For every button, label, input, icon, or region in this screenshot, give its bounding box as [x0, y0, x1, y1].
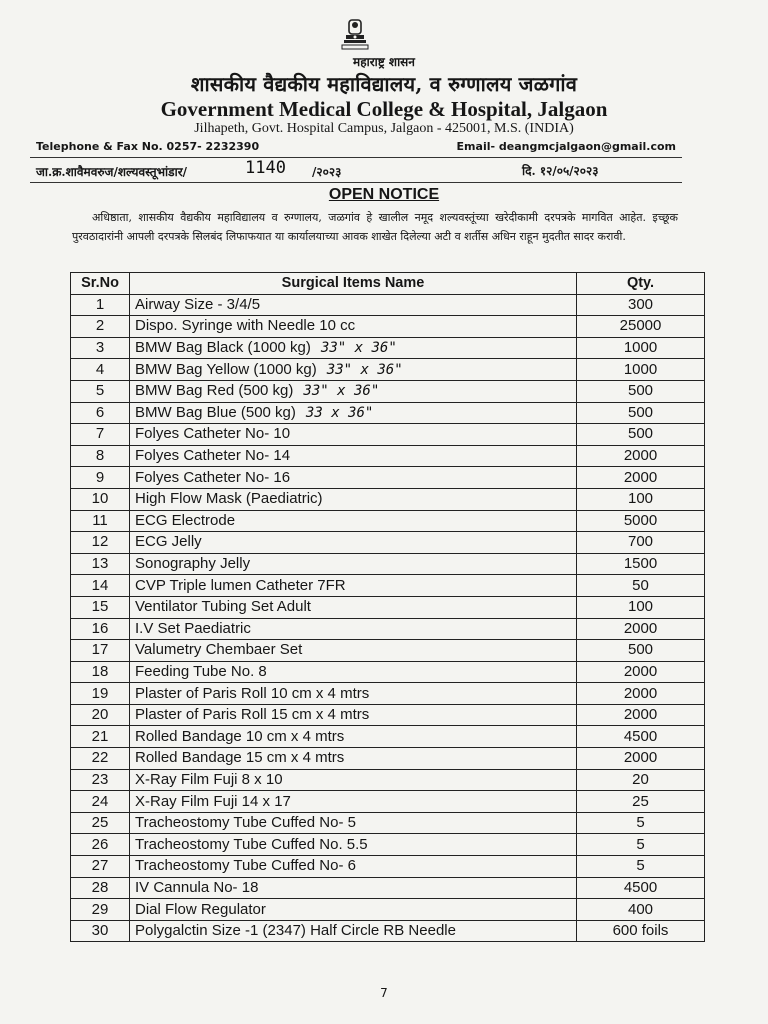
qty-cell: 500 [577, 424, 705, 446]
item-name-cell [130, 294, 577, 316]
item-name: Rolled Bandage 10 cm x 4 mtrs [135, 727, 345, 745]
item-name-cell [130, 553, 577, 575]
item-name: Valumetry Chembaer Set [135, 641, 303, 659]
handwritten-size-note: 33" x 36" [303, 383, 380, 400]
item-name-cell [130, 467, 577, 489]
table-row [71, 532, 705, 554]
page-number: 7 [380, 986, 388, 1000]
sr-no-cell: 14 [71, 575, 130, 597]
sr-no-cell: 2 [71, 316, 130, 338]
handwritten-size-note: 33" x 36" [326, 361, 403, 378]
sr-no-cell: 29 [71, 899, 130, 921]
table-row [71, 834, 705, 856]
item-name-cell [130, 834, 577, 856]
sr-no-cell: 24 [71, 791, 130, 813]
item-name-cell [130, 445, 577, 467]
item-name: BMW Bag Yellow (1000 kg) [135, 360, 317, 378]
surgical-items-table [70, 272, 705, 942]
college-name-english: Government Medical College & Hospital, Jalgaon [160, 97, 608, 121]
table-row [71, 661, 705, 683]
qty-cell: 4500 [577, 877, 705, 899]
table-row [71, 791, 705, 813]
table-row [71, 359, 705, 381]
item-name: Folyes Catheter No- 14 [135, 447, 291, 465]
item-name: Tracheostomy Tube Cuffed No- 5 [135, 814, 356, 832]
item-name-cell [130, 402, 577, 424]
qty-cell: 400 [577, 899, 705, 921]
qty-cell: 1000 [577, 337, 705, 359]
item-name-cell [130, 596, 577, 618]
reference-prefix: जा.क्र.शावैमवरुज/शल्यवस्तूभांडार/ [36, 165, 187, 179]
item-name: Dial Flow Regulator [135, 900, 266, 918]
item-name-cell [130, 618, 577, 640]
header-item-name: Surgical Items Name [130, 273, 577, 295]
sr-no-cell: 17 [71, 640, 130, 662]
item-name-cell [130, 380, 577, 402]
qty-cell: 5 [577, 856, 705, 878]
item-name: ECG Electrode [135, 511, 236, 529]
table-row [71, 748, 705, 770]
qty-cell: 25 [577, 791, 705, 813]
sr-no-cell: 6 [71, 402, 130, 424]
reference-year: /२०२३ [312, 165, 342, 179]
table-row [71, 337, 705, 359]
item-name-cell [130, 920, 577, 942]
notice-date: दि. १२/०५/२०२३ [522, 164, 599, 178]
item-name: Feeding Tube No. 8 [135, 662, 267, 680]
header-rule-bottom [30, 182, 682, 183]
qty-cell: 2000 [577, 748, 705, 770]
item-name-cell [130, 575, 577, 597]
notice-intro: अधिष्ठाता, शासकीय वैद्यकीय महाविद्यालय व रुग्णालय, जळगांव हे खालील नमूद शल्यवस्तूंच्या खरेदीकामी दरपत्रके मागवित आहेत. इच्छूक पुरवठादारांनी आपली दरपत्रके सिलबंद लिफाफयात या कार्यालयाच्या आवक शाखेत दिलेल्या अटी व शर्तीस अधिन राहून मुदतीत सादर करावी. [72, 211, 678, 243]
item-name: Folyes Catheter No- 16 [135, 468, 291, 486]
item-name-cell [130, 510, 577, 532]
sr-no-cell: 27 [71, 856, 130, 878]
sr-no-cell: 21 [71, 726, 130, 748]
item-name: I.V Set Paediatric [135, 619, 251, 637]
qty-cell: 100 [577, 596, 705, 618]
table-row [71, 920, 705, 942]
college-address: Jilhapeth, Govt. Hospital Campus, Jalgaon - 425001, M.S. (INDIA) [194, 121, 574, 136]
item-name-cell [130, 532, 577, 554]
sr-no-cell: 11 [71, 510, 130, 532]
table-row [71, 445, 705, 467]
table-row [71, 424, 705, 446]
qty-cell: 2000 [577, 704, 705, 726]
table-row [71, 640, 705, 662]
item-name: BMW Bag Red (500 kg) [135, 382, 294, 400]
table-row [71, 575, 705, 597]
qty-cell: 2000 [577, 661, 705, 683]
item-name-cell [130, 856, 577, 878]
sr-no-cell: 30 [71, 920, 130, 942]
qty-cell: 100 [577, 488, 705, 510]
qty-cell: 2000 [577, 618, 705, 640]
qty-cell: 600 foils [577, 920, 705, 942]
sr-no-cell: 15 [71, 596, 130, 618]
qty-cell: 20 [577, 769, 705, 791]
table-row [71, 488, 705, 510]
qty-cell: 500 [577, 402, 705, 424]
table-row [71, 899, 705, 921]
item-name: Folyes Catheter No- 10 [135, 425, 291, 443]
sr-no-cell: 7 [71, 424, 130, 446]
item-name-cell [130, 316, 577, 338]
item-name-cell [130, 640, 577, 662]
state-emblem-icon [340, 16, 370, 52]
item-name: Polygalctin Size -1 (2347) Half Circle RB Needle [135, 922, 456, 940]
qty-cell: 500 [577, 640, 705, 662]
sr-no-cell: 12 [71, 532, 130, 554]
table-row [71, 704, 705, 726]
handwritten-size-note: 33" x 36" [320, 340, 397, 357]
item-name: High Flow Mask (Paediatric) [135, 490, 323, 508]
sr-no-cell: 5 [71, 380, 130, 402]
sr-no-cell: 13 [71, 553, 130, 575]
college-name-marathi: शासकीय वैद्यकीय महाविद्यालय, व रुग्णालय जळगांव [190, 72, 578, 96]
item-name: Plaster of Paris Roll 15 cm x 4 mtrs [135, 706, 370, 724]
qty-cell: 2000 [577, 445, 705, 467]
item-name: Rolled Bandage 15 cm x 4 mtrs [135, 749, 345, 767]
item-name-cell [130, 683, 577, 705]
qty-cell: 700 [577, 532, 705, 554]
sr-no-cell: 28 [71, 877, 130, 899]
qty-cell: 2000 [577, 467, 705, 489]
table-body [71, 294, 705, 942]
item-name: X-Ray Film Fuji 8 x 10 [135, 770, 283, 788]
sr-no-cell: 23 [71, 769, 130, 791]
item-name: IV Cannula No- 18 [135, 878, 259, 896]
qty-cell: 50 [577, 575, 705, 597]
item-name: Tracheostomy Tube Cuffed No. 5.5 [135, 835, 368, 853]
qty-cell: 300 [577, 294, 705, 316]
sr-no-cell: 16 [71, 618, 130, 640]
government-label: महाराष्ट्र शासन [353, 55, 415, 69]
sr-no-cell: 3 [71, 337, 130, 359]
reference-number: 1140 [245, 158, 286, 178]
handwritten-size-note: 33 x 36" [305, 404, 374, 421]
table-row [71, 402, 705, 424]
sr-no-cell: 20 [71, 704, 130, 726]
item-name: X-Ray Film Fuji 14 x 17 [135, 792, 291, 810]
header-rule-top [30, 157, 682, 158]
item-name: Dispo. Syringe with Needle 10 cc [135, 317, 356, 335]
item-name: Tracheostomy Tube Cuffed No- 6 [135, 857, 356, 875]
sr-no-cell: 26 [71, 834, 130, 856]
item-name: Plaster of Paris Roll 10 cm x 4 mtrs [135, 684, 370, 702]
qty-cell: 25000 [577, 316, 705, 338]
table-row [71, 618, 705, 640]
item-name-cell [130, 877, 577, 899]
contact-line [36, 140, 676, 153]
qty-cell: 5 [577, 812, 705, 834]
table-row [71, 294, 705, 316]
item-name-cell [130, 424, 577, 446]
item-name-cell [130, 337, 577, 359]
qty-cell: 2000 [577, 683, 705, 705]
telephone-fax: Telephone & Fax No. 0257- 2232390 [36, 140, 260, 153]
item-name-cell [130, 899, 577, 921]
sr-no-cell: 8 [71, 445, 130, 467]
item-name: BMW Bag Black (1000 kg) [135, 339, 311, 357]
table-row [71, 553, 705, 575]
item-name-cell [130, 812, 577, 834]
notice-title: OPEN NOTICE [328, 186, 440, 203]
item-name: CVP Triple lumen Catheter 7FR [135, 576, 346, 594]
sr-no-cell: 18 [71, 661, 130, 683]
table-row [71, 877, 705, 899]
item-name-cell [130, 488, 577, 510]
sr-no-cell: 22 [71, 748, 130, 770]
table-row [71, 467, 705, 489]
sr-no-cell: 19 [71, 683, 130, 705]
email-address: Email- deangmcjalgaon@gmail.com [456, 140, 676, 153]
table-row [71, 380, 705, 402]
table-row [71, 596, 705, 618]
qty-cell: 4500 [577, 726, 705, 748]
qty-cell: 1000 [577, 359, 705, 381]
table-row [71, 683, 705, 705]
table-row [71, 812, 705, 834]
sr-no-cell: 9 [71, 467, 130, 489]
item-name-cell [130, 769, 577, 791]
item-name: Ventilator Tubing Set Adult [135, 598, 311, 616]
header-sr-no: Sr.No [71, 273, 130, 295]
qty-cell: 1500 [577, 553, 705, 575]
sr-no-cell: 25 [71, 812, 130, 834]
sr-no-cell: 1 [71, 294, 130, 316]
sr-no-cell: 4 [71, 359, 130, 381]
item-name-cell [130, 726, 577, 748]
qty-cell: 500 [577, 380, 705, 402]
item-name: Airway Size - 3/4/5 [135, 295, 261, 313]
qty-cell: 5 [577, 834, 705, 856]
qty-cell: 5000 [577, 510, 705, 532]
item-name: ECG Jelly [135, 533, 202, 551]
item-name-cell [130, 661, 577, 683]
table-row [71, 769, 705, 791]
table-row [71, 316, 705, 338]
item-name-cell [130, 704, 577, 726]
item-name: BMW Bag Blue (500 kg) [135, 403, 296, 421]
item-name: Sonography Jelly [135, 555, 251, 573]
item-name-cell [130, 791, 577, 813]
sr-no-cell: 10 [71, 488, 130, 510]
header-qty: Qty. [577, 273, 705, 295]
item-name-cell [130, 748, 577, 770]
table-row [71, 510, 705, 532]
table-row [71, 726, 705, 748]
item-name-cell [130, 359, 577, 381]
table-header-row [71, 273, 705, 295]
table-row [71, 856, 705, 878]
